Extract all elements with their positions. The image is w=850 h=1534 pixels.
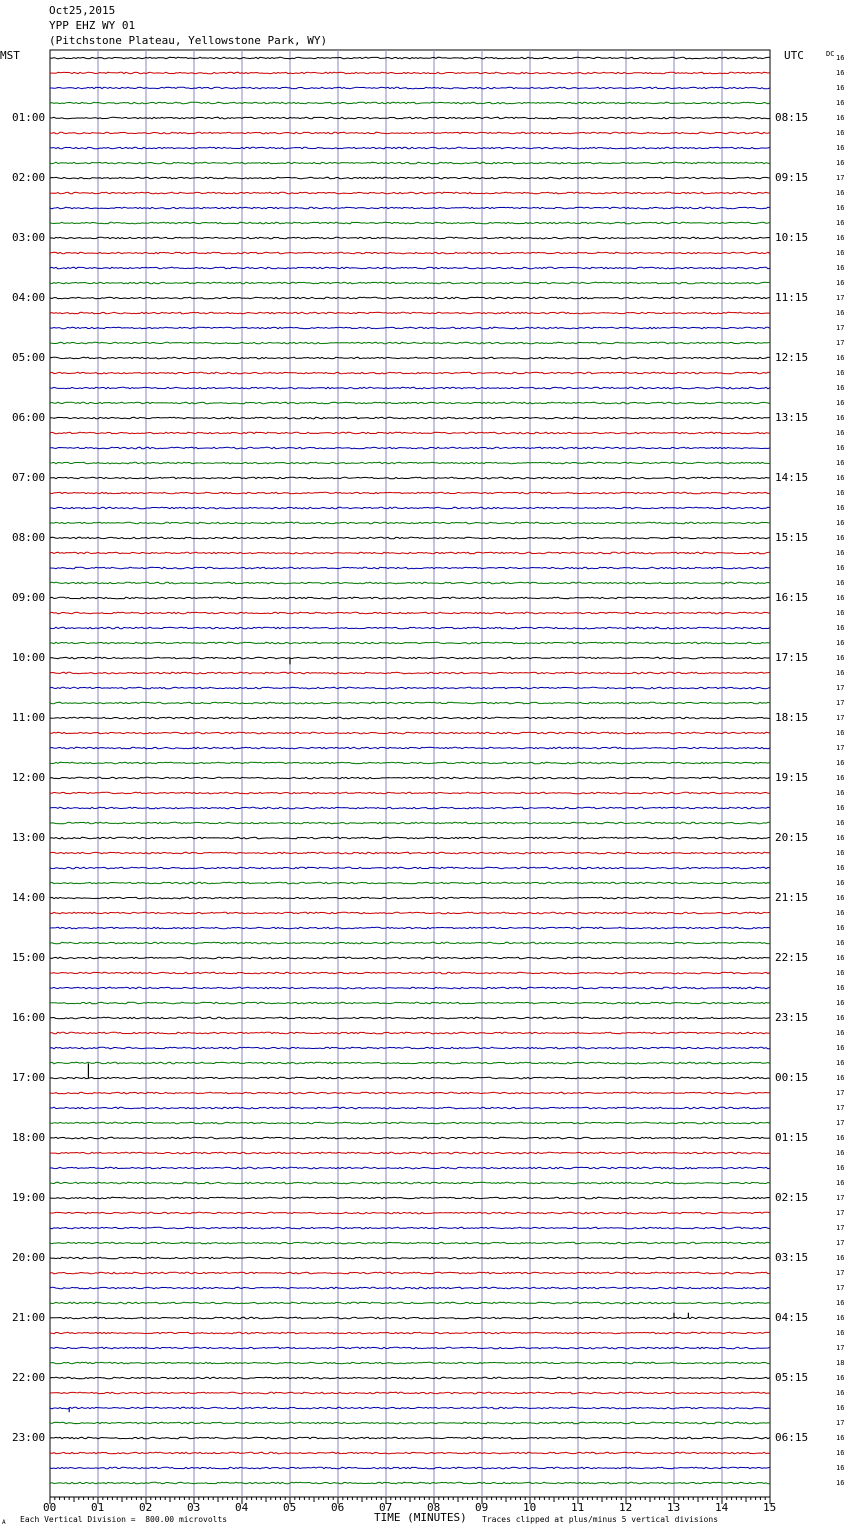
trace-row	[50, 582, 770, 584]
x-tick-label: 13	[667, 1501, 681, 1514]
dc-offset-label: 16	[836, 1449, 845, 1457]
x-tick-label: 12	[619, 1501, 633, 1514]
trace-row	[50, 357, 770, 359]
dc-offset-label: 16	[836, 1389, 845, 1397]
dc-offset-label: 16	[836, 249, 845, 257]
mst-hour-label: 18:00	[12, 1131, 46, 1144]
dc-offset-label: 16	[836, 159, 845, 167]
dc-offset-label: 16	[836, 204, 845, 212]
mst-hour-label: 10:00	[12, 651, 46, 664]
trace-row	[50, 1092, 770, 1094]
dc-offset-label: 16	[836, 189, 845, 197]
dc-offset-label: 16	[836, 309, 845, 317]
dc-offset-label: 16	[836, 144, 845, 152]
station-title: YPP EHZ WY 01	[49, 19, 136, 32]
trace-row	[50, 1437, 770, 1439]
dc-offset-label: 16	[836, 1404, 845, 1412]
trace-row	[50, 1272, 770, 1274]
trace-row	[50, 312, 770, 314]
dc-offset-label: 17	[836, 1119, 845, 1127]
dc-offset-label: 16	[836, 879, 845, 887]
trace-row	[50, 882, 770, 884]
utc-hour-label: 12:15	[775, 351, 809, 364]
trace-row	[50, 507, 770, 509]
trace-row	[50, 1452, 770, 1454]
mst-label: MST	[0, 49, 20, 62]
trace-row	[50, 282, 770, 284]
dc-offset-label: 16	[836, 444, 845, 452]
trace-row	[50, 447, 770, 449]
trace-row	[50, 537, 770, 539]
dc-offset-label: 17	[836, 1269, 845, 1277]
trace-row	[50, 762, 770, 764]
dc-offset-label: 16	[836, 1329, 845, 1337]
trace-row	[50, 237, 770, 239]
dc-offset-label: 17	[836, 174, 845, 182]
dc-offset-label: 16	[836, 864, 845, 872]
dc-offset-label: 16	[836, 1029, 845, 1037]
trace-row	[50, 972, 770, 974]
trace-row	[50, 792, 770, 794]
x-tick-label: 08	[427, 1501, 441, 1514]
plot-date: Oct25,2015	[49, 4, 116, 17]
dc-offset-label: 17	[836, 1104, 845, 1112]
dc-offset-label: 16	[836, 969, 845, 977]
trace-row	[50, 987, 770, 989]
mst-hour-label: 22:00	[12, 1371, 46, 1384]
x-tick-label: 07	[379, 1501, 393, 1514]
dc-offset-label: 16	[836, 1299, 845, 1307]
trace-row	[50, 57, 770, 59]
dc-offset-label: 17	[836, 339, 845, 347]
dc-offset-label: 16	[836, 789, 845, 797]
dc-label: DC	[826, 50, 835, 58]
utc-hour-label: 05:15	[775, 1371, 809, 1384]
mst-hour-label: 09:00	[12, 591, 46, 604]
clip-note: Traces clipped at plus/minus 5 vertical divisions	[482, 1515, 719, 1524]
trace-row	[50, 672, 770, 674]
dc-offset-label: 16	[836, 264, 845, 272]
dc-offset-label: 16	[836, 1044, 845, 1052]
mst-hour-label: 16:00	[12, 1011, 46, 1024]
dc-offset-label: 16	[836, 639, 845, 647]
trace-row	[50, 597, 770, 599]
trace-row	[50, 252, 770, 254]
mst-hour-label: 12:00	[12, 771, 46, 784]
dc-offset-label: 16	[836, 519, 845, 527]
trace-row	[50, 1017, 770, 1019]
trace-row	[50, 1002, 770, 1004]
trace-row	[50, 132, 770, 134]
utc-hour-label: 21:15	[775, 891, 809, 904]
mst-hour-label: 05:00	[12, 351, 46, 364]
trace-row	[50, 207, 770, 209]
trace-row	[50, 387, 770, 389]
x-tick-label: 09	[475, 1501, 489, 1514]
footer-mark: A	[2, 1519, 6, 1526]
trace-row	[50, 267, 770, 269]
trace-row	[50, 1377, 770, 1379]
trace-row	[50, 687, 770, 689]
trace-row	[50, 732, 770, 734]
utc-hour-label: 08:15	[775, 111, 809, 124]
trace-row	[50, 747, 770, 749]
dc-offset-label: 17	[836, 1194, 845, 1202]
dc-offset-label: 16	[836, 459, 845, 467]
x-tick-label: 15	[763, 1501, 777, 1514]
x-tick-label: 14	[715, 1501, 729, 1514]
dc-offset-label: 16	[836, 414, 845, 422]
utc-hour-label: 19:15	[775, 771, 809, 784]
trace-row	[50, 477, 770, 479]
trace-row	[50, 1197, 770, 1199]
trace-row	[50, 432, 770, 434]
plot-frame	[50, 50, 770, 1497]
x-axis-title: TIME (MINUTES)	[374, 1511, 467, 1524]
dc-offset-label: 16	[836, 924, 845, 932]
trace-row	[50, 417, 770, 419]
dc-offset-label: 17	[836, 1209, 845, 1217]
x-tick-label: 00	[43, 1501, 57, 1514]
trace-row	[50, 402, 770, 404]
mst-hour-label: 03:00	[12, 231, 46, 244]
trace-row	[50, 1302, 770, 1304]
dc-offset-label: 16	[836, 369, 845, 377]
trace-row	[50, 492, 770, 494]
dc-offset-label: 17	[836, 1419, 845, 1427]
x-tick-label: 10	[523, 1501, 537, 1514]
dc-offset-label: 16	[836, 234, 845, 242]
dc-offset-label: 16	[836, 129, 845, 137]
dc-offset-label: 16	[836, 549, 845, 557]
mst-hour-label: 19:00	[12, 1191, 46, 1204]
x-tick-label: 11	[571, 1501, 585, 1514]
dc-offset-label: 16	[836, 1254, 845, 1262]
dc-offset-label: 16	[836, 489, 845, 497]
utc-hour-label: 06:15	[775, 1431, 809, 1444]
dc-offset-label: 16	[836, 804, 845, 812]
dc-offset-label: 16	[836, 759, 845, 767]
trace-row	[50, 927, 770, 929]
trace-row	[50, 807, 770, 809]
dc-offset-label: 16	[836, 534, 845, 542]
dc-offset-label: 18	[836, 1359, 845, 1367]
dc-offset-label: 16	[836, 1074, 845, 1082]
trace-row	[50, 1362, 770, 1364]
trace-row	[50, 702, 770, 704]
trace-row	[50, 1242, 770, 1244]
mst-hour-label: 04:00	[12, 291, 46, 304]
utc-hour-label: 00:15	[775, 1071, 809, 1084]
trace-row	[50, 1332, 770, 1334]
trace-row	[50, 657, 770, 659]
trace-row	[50, 897, 770, 899]
dc-offset-label: 16	[836, 384, 845, 392]
trace-row	[50, 1182, 770, 1184]
trace-row	[50, 1347, 770, 1349]
trace-row	[50, 1077, 770, 1079]
dc-offset-label: 16	[836, 1164, 845, 1172]
dc-offset-label: 16	[836, 819, 845, 827]
trace-row	[50, 222, 770, 224]
x-tick-label: 04	[235, 1501, 249, 1514]
dc-offset-label: 17	[836, 744, 845, 752]
dc-offset-label: 16	[836, 1374, 845, 1382]
dc-offset-label: 16	[836, 1479, 845, 1487]
utc-hour-label: 17:15	[775, 651, 809, 664]
utc-hour-label: 09:15	[775, 171, 809, 184]
trace-row	[50, 1317, 770, 1319]
dc-offset-label: 16	[836, 99, 845, 107]
dc-offset-label: 16	[836, 399, 845, 407]
trace-row	[50, 612, 770, 614]
trace-row	[50, 1422, 770, 1424]
dc-offset-label: 16	[836, 729, 845, 737]
trace-row	[50, 1467, 770, 1469]
dc-offset-label: 16	[836, 984, 845, 992]
trace-row	[50, 1152, 770, 1154]
trace-row	[50, 147, 770, 149]
utc-hour-label: 16:15	[775, 591, 809, 604]
trace-row	[50, 1407, 770, 1409]
dc-offset-label: 17	[836, 1089, 845, 1097]
trace-row	[50, 72, 770, 74]
utc-hour-label: 01:15	[775, 1131, 809, 1144]
trace-row	[50, 912, 770, 914]
mst-hour-label: 15:00	[12, 951, 46, 964]
dc-offset-label: 16	[836, 1464, 845, 1472]
trace-row	[50, 522, 770, 524]
utc-hour-label: 20:15	[775, 831, 809, 844]
mst-hour-label: 02:00	[12, 171, 46, 184]
trace-row	[50, 567, 770, 569]
utc-hour-label: 11:15	[775, 291, 809, 304]
utc-hour-label: 04:15	[775, 1311, 809, 1324]
trace-row	[50, 177, 770, 179]
utc-hour-label: 10:15	[775, 231, 809, 244]
dc-offset-label: 16	[836, 1134, 845, 1142]
trace-row	[50, 1482, 770, 1484]
dc-offset-label: 16	[836, 1059, 845, 1067]
trace-row	[50, 1032, 770, 1034]
dc-offset-label: 16	[836, 69, 845, 77]
trace-row	[50, 822, 770, 824]
utc-hour-label: 14:15	[775, 471, 809, 484]
dc-offset-label: 17	[836, 1344, 845, 1352]
dc-offset-label: 16	[836, 834, 845, 842]
dc-offset-label: 17	[836, 714, 845, 722]
trace-row	[50, 1257, 770, 1259]
dc-offset-label: 16	[836, 939, 845, 947]
dc-offset-label: 16	[836, 279, 845, 287]
utc-hour-label: 13:15	[775, 411, 809, 424]
trace-row	[50, 852, 770, 854]
utc-hour-label: 23:15	[775, 1011, 809, 1024]
dc-offset-label: 16	[836, 594, 845, 602]
dc-offset-label: 17	[836, 324, 845, 332]
trace-row	[50, 1062, 770, 1064]
trace-row	[50, 1167, 770, 1169]
dc-offset-label: 16	[836, 429, 845, 437]
dc-offset-label: 16	[836, 624, 845, 632]
trace-row	[50, 1107, 770, 1109]
trace-row	[50, 627, 770, 629]
mst-hour-label: 14:00	[12, 891, 46, 904]
trace-row	[50, 1047, 770, 1049]
trace-row	[50, 957, 770, 959]
mst-hour-label: 01:00	[12, 111, 46, 124]
scale-note: Each Vertical Division = 800.00 microvolts	[20, 1515, 228, 1524]
trace-row	[50, 777, 770, 779]
dc-offset-label: 16	[836, 1179, 845, 1187]
dc-offset-label: 16	[836, 669, 845, 677]
x-tick-label: 05	[283, 1501, 297, 1514]
trace-row	[50, 837, 770, 839]
dc-offset-label: 16	[836, 1434, 845, 1442]
dc-offset-label: 17	[836, 1239, 845, 1247]
trace-row	[50, 192, 770, 194]
dc-offset-label: 16	[836, 999, 845, 1007]
trace-row	[50, 717, 770, 719]
dc-offset-label: 17	[836, 1224, 845, 1232]
x-tick-label: 02	[139, 1501, 153, 1514]
trace-row	[50, 372, 770, 374]
dc-offset-label: 16	[836, 474, 845, 482]
utc-hour-label: 02:15	[775, 1191, 809, 1204]
dc-offset-label: 16	[836, 54, 845, 62]
trace-row	[50, 1212, 770, 1214]
x-tick-label: 03	[187, 1501, 201, 1514]
trace-row	[50, 642, 770, 644]
trace-row	[50, 297, 770, 299]
mst-hour-label: 17:00	[12, 1071, 46, 1084]
trace-row	[50, 1227, 770, 1229]
dc-offset-label: 16	[836, 219, 845, 227]
trace-row	[50, 462, 770, 464]
dc-offset-label: 16	[836, 1149, 845, 1157]
dc-offset-label: 16	[836, 114, 845, 122]
trace-row	[50, 117, 770, 119]
dc-offset-label: 16	[836, 1014, 845, 1022]
trace-row	[50, 942, 770, 944]
x-tick-label: 06	[331, 1501, 345, 1514]
mst-hour-label: 11:00	[12, 711, 46, 724]
station-location: (Pitchstone Plateau, Yellowstone Park, WY)	[49, 34, 328, 47]
utc-hour-label: 15:15	[775, 531, 809, 544]
trace-row	[50, 162, 770, 164]
utc-hour-label: 03:15	[775, 1251, 809, 1264]
mst-hour-label: 06:00	[12, 411, 46, 424]
dc-offset-label: 17	[836, 684, 845, 692]
trace-row	[50, 867, 770, 869]
mst-hour-label: 13:00	[12, 831, 46, 844]
mst-hour-label: 08:00	[12, 531, 46, 544]
dc-offset-label: 17	[836, 294, 845, 302]
mst-hour-label: 23:00	[12, 1431, 46, 1444]
trace-row	[50, 87, 770, 89]
dc-offset-label: 17	[836, 1284, 845, 1292]
utc-hour-label: 22:15	[775, 951, 809, 964]
mst-hour-label: 07:00	[12, 471, 46, 484]
x-tick-label: 01	[91, 1501, 105, 1514]
trace-row	[50, 327, 770, 329]
dc-offset-label: 16	[836, 1314, 845, 1322]
dc-offset-label: 17	[836, 699, 845, 707]
mst-hour-label: 21:00	[12, 1311, 46, 1324]
trace-row	[50, 102, 770, 104]
mst-hour-label: 20:00	[12, 1251, 46, 1264]
dc-offset-label: 16	[836, 849, 845, 857]
trace-row	[50, 1287, 770, 1289]
dc-offset-label: 16	[836, 609, 845, 617]
trace-row	[50, 1122, 770, 1124]
dc-offset-label: 16	[836, 504, 845, 512]
trace-row	[50, 1137, 770, 1139]
trace-row	[50, 1392, 770, 1394]
dc-offset-label: 16	[836, 354, 845, 362]
utc-hour-label: 18:15	[775, 711, 809, 724]
dc-offset-label: 16	[836, 579, 845, 587]
dc-offset-label: 16	[836, 954, 845, 962]
dc-offset-label: 16	[836, 654, 845, 662]
dc-offset-label: 16	[836, 774, 845, 782]
dc-offset-label: 16	[836, 84, 845, 92]
trace-row	[50, 342, 770, 344]
dc-offset-label: 16	[836, 909, 845, 917]
dc-offset-label: 16	[836, 564, 845, 572]
dc-offset-label: 16	[836, 894, 845, 902]
trace-row	[50, 552, 770, 554]
utc-label: UTC	[784, 49, 804, 62]
